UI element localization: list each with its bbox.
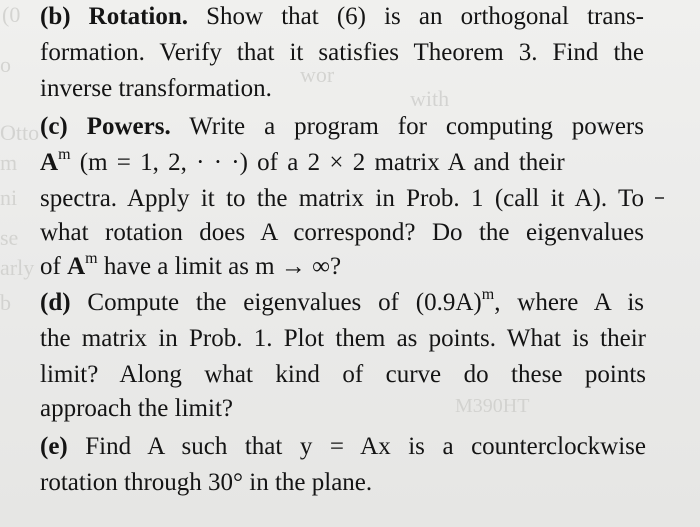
show-through-text: (0 <box>2 2 21 27</box>
text-line: rotation through 30° in the plane. <box>40 469 373 496</box>
text-line: the matrix in Prob. 1. Plot them as points. What is their <box>40 325 646 352</box>
part-label: (e) <box>40 433 68 460</box>
text-line: (e) Find A such that y = Ax is a counterclockwise <box>40 433 646 460</box>
show-through-text: ni <box>0 185 18 210</box>
show-through-text: o <box>0 52 11 77</box>
show-through-text: m <box>0 150 18 175</box>
text-line: inverse transformation. <box>40 75 272 102</box>
show-through-text: wor <box>300 62 335 87</box>
margin-mark <box>655 197 664 199</box>
part-label: (b) Rotation. <box>40 3 188 30</box>
show-through-text: arly <box>0 255 35 280</box>
text-line: what rotation does A correspond? Do the eigenvalues <box>40 219 644 246</box>
text-line: (d) Compute the eigenvalues of $(0.9A)^m$, where A is <box>40 286 644 316</box>
text-line: $A^m$ (m = 1, 2, · · ·) of a 2 × 2 matrix A and their <box>40 146 565 176</box>
text-line: (b) Rotation. Show that (6) is an orthogonal trans- <box>40 3 645 30</box>
show-through-text: se <box>0 225 19 250</box>
text-line: (c) Powers. Write a program for computing powers <box>40 113 644 140</box>
text-line: limit? Along what kind of curve do these points <box>40 361 646 388</box>
part-label: (c) Powers. <box>40 113 171 140</box>
show-through-text: M390HT <box>455 395 530 417</box>
show-through-text: b <box>0 290 11 315</box>
part-label: (d) <box>40 289 71 316</box>
text-line: formation. Verify that it satisfies Theorem 3. Find the <box>40 39 644 66</box>
show-through-text: with <box>410 86 450 111</box>
text-line: spectra. Apply it to the matrix in Prob. 1 (call it A). To <box>40 185 644 212</box>
show-through-text: Otto <box>0 120 40 145</box>
text-line: approach the limit? <box>40 395 233 422</box>
text-line: of $A^m$ have a limit as m → ∞? <box>40 250 342 280</box>
